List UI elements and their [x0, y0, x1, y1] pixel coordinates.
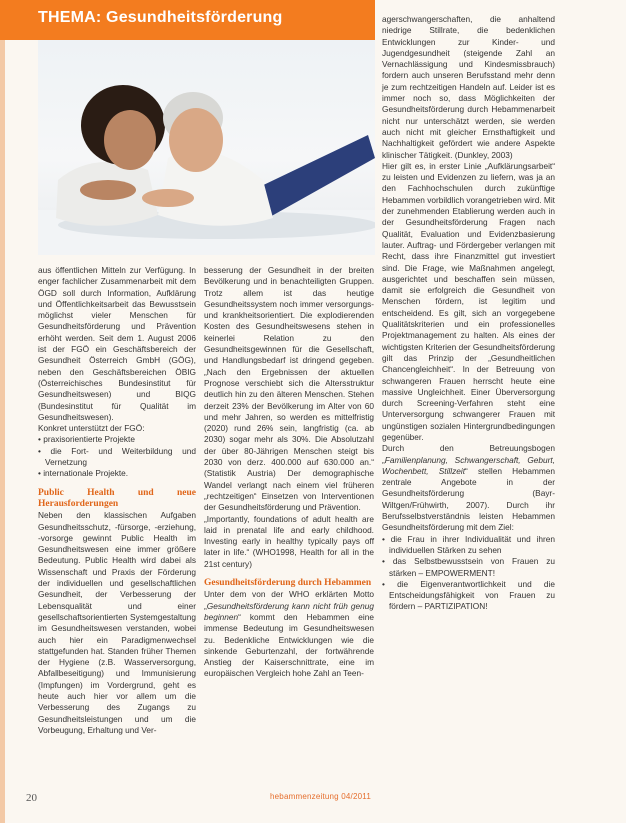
paragraph: Neben den klassischen Aufgaben Gesundheitsschutz, -fürsorge, -erziehung, -vorsorge gewinnt Public Health im Gesundheitswesen eine immer größere Bedeutung. Public Health wird dabei als Wissenschaft und Praxis der Förderung der individuellen und gesellschaftlichen Gesundheit, der Verbesserung der Lebensqualität und einer gesellschaftsorientierten Systemgestaltung im Gesundheitswesen verstanden, wobei auch hier ein Paradigmenwechsel stattgefunden hat. Standen früher Themen der Hygiene (z.B. Wasserversorgung, Abfallbeseitigung) und Immunisierung (Impfungen) im Vordergrund, geht es heute auch hier vor allem um die Verbesserung des Zugangs zu Gesundheitsleistungen und um die Vorbeugung, Erhaltung und Ver-: [38, 510, 196, 735]
subheading: Public Health und neue Herausforderungen: [38, 487, 196, 509]
text-column-3: [382, 14, 555, 613]
paragraph: [382, 443, 555, 533]
text-span: Durch den Betreuungsbogen „: [382, 443, 555, 465]
paragraph: Konkret unterstützt der FGÖ:: [38, 423, 145, 434]
page-edge-strip: [0, 0, 5, 823]
page-number: 20: [26, 792, 37, 804]
quote-paragraph: „Importantly, foundations of adult health are laid in prenatal life and early childhood. Investing early in healthy typically pays off later in life.“ (WHO1998, Health for all in the 21st century): [204, 513, 374, 569]
paragraph: aus öffentlichen Mitteln zur Verfügung. In enger fachlicher Zusammenarbeit mit dem ÖGD soll durch Information, Aufklärung und Öffentlichkeitsarbeit das Bewusstsein möglichst vieler Menschen für Gesundheitsförderung und Prävention erhöht werden. Seit dem 1. August 2006 ist der FGÖ ein Geschäftsbereich der Gesundheit Österreich GmbH (GÖG), neben den Geschäftsbereichen ÖBIG (Österreichisches Bundesinstitut für Gesundheitswesen) und BIQG (Bundesinstitut für Qualität im Gesundheitswesen).: [38, 265, 196, 422]
couple-photo: [38, 40, 375, 255]
header-bar: [0, 0, 375, 40]
bullet-list: [38, 434, 196, 479]
list-item: • das Selbstbewusstsein von Frauen zu stärken – EMPOWERMENT!: [382, 556, 555, 578]
list-item: • die Fort- und Weiterbildung und Vernetzung: [38, 445, 196, 468]
subheading: Gesundheitsförderung durch Hebammen: [204, 578, 372, 589]
text-span: “ stellen Hebammen zentrale Angebote in der Gesundheitsförderung (Bayr-Wiltgen/Frühwirth, 2007). Durch ihr Berufsselbstverständnis leisten Hebammen Gesundheitsförderung mit dem Ziel:: [382, 465, 555, 533]
text-span: Unter dem von der WHO erklärten Motto „: [204, 589, 374, 611]
paragraph: agerschwangerschaften, die anhaltend niedrige Stillrate, die bedenklichen Entwicklungen zur Kinder- und Jugendgesundheit (steigende Zahl an Vernachlässigung und Kindesmissbrauch) fordern auch unseren Berufsstand mehr denn je zum rechtzeitigen Handeln auf. Leider ist es immer noch so, dass Möglichkeiten der Gesundheitsförderung durch Hebammenarbeit nicht nur unterschätzt werden, sie werden auch nicht mit gleicher Ernsthaftigkeit und Nachhaltigkeit gefördert wie andere Aspekte klinischer Tätigkeit. (Dunkley, 2003): [382, 14, 555, 160]
couple-illustration: [38, 40, 375, 255]
list-item: • internationale Projekte.: [38, 468, 129, 479]
italic-phrase: Familienplanung, Schwangerschaft, Geburt, Wochenbett, Stillzeit: [382, 454, 555, 476]
paragraph: [204, 589, 374, 679]
list-item: • praxisorientierte Projekte: [38, 434, 135, 445]
list-item: • die Eigenverantwortlichkeit und die Entscheidungsfähigkeit von Frauen zu fördern – PARTIZIPATION!: [382, 578, 555, 612]
paragraph: besserung der Gesundheit in der breiten Bevölkerung und in benachteiligten Gruppen. Trotz allem ist das heutige Gesundheitssystem noch immer versorgungs- und krankheitsorientiert. Die explodierenden Kosten des Gesundheitswesens stehen in keinerlei Relation zu den Gesundheitsgewinnen für die Gesellschaft, und Handlungsbedarf ist dringend gegeben. „Nach den Ergebnissen der aktuellen Prognose verschiebt sich die Altersstruktur deutlich hin zu den älteren Menschen. Stehen derzeit 23% der Bevölkerung im Alter von 60 und mehr Jahren, so werden es mittelfristig (2020) rund 26% sein, langfristig (ca. ab 2030) sogar mehr als 30%. Die Absolutzahl der über 80-Jährigen Menschen steigt bis 2030 von derz. 400.000 auf 630.000 an.“ (Statistik Austria) Der demographische Wandel verlangt nach einem viel früheren „rechtzeitigen“ Einsetzen von Interventionen der Gesundheitsförderung und Prävention.: [204, 265, 374, 513]
italic-motto: Gesundheitsförderung kann nicht früh genug beginnen: [204, 600, 374, 622]
list-item: • die Frau in ihrer Individualität und ihren individuellen Stärken zu sehen: [382, 533, 555, 555]
text-column-2: [204, 265, 374, 680]
text-column-1: [38, 265, 196, 736]
magazine-footer: hebammenzeitung 04/2011: [270, 792, 371, 801]
section-title: THEMA: Gesundheitsförderung: [38, 9, 283, 26]
text-span: “ kommt den Hebammen eine immense Bedeutung im Gesundheitswesen zu. Bedenkliche Entwicklungen wie die sinkende Geburtenzahl, der fortwährende Anstieg der Kaiserschnittrate, eine im europäischen Vergleich hohe Zahl an Teen-: [204, 611, 374, 679]
bullet-list: [382, 534, 555, 613]
paragraph: Hier gilt es, in erster Linie „Aufklärungsarbeit“ zu leisten und Evidenzen zu liefern, was ja an den Fachhochschulen durch zukünftige Hebammen vorbildlich vorangetrieben wird. Mit der zunehmenden Etablierung werden auch in der Gesundheitsförderung Fragen nach Qualität, Evaluation und Evidenzbasierung lauter. Auftrag- und Fördergeber verlangen mit Recht, dass ihre Finanzmittel gut investiert sind. Die Frage, wie Maßnahmen angelegt, ausgerichtet und beschaffen sein müssen, damit sie erfolgreich die Gesundheit von Menschen fördern, ist legitim und entscheidend. Es gilt, sich an vorgegebene Qualitätskriterien und ein professionelles Projektmanagement zu halten. Als eines der wichtigsten Kriterien der Gesundheitsförderung gilt das Prinzip der „Gesundheitlichen Chancengleichheit“. In der Betreuung von schwangeren Frauen herrscht heute eine massive Ungleichheit. Einer Überversorgung durch Screening-Verfahren steht eine Unterversorgung schwangerer Frauen mit ungünstigen sozialen Hintergrundbedingungen gegenüber.: [382, 160, 555, 442]
